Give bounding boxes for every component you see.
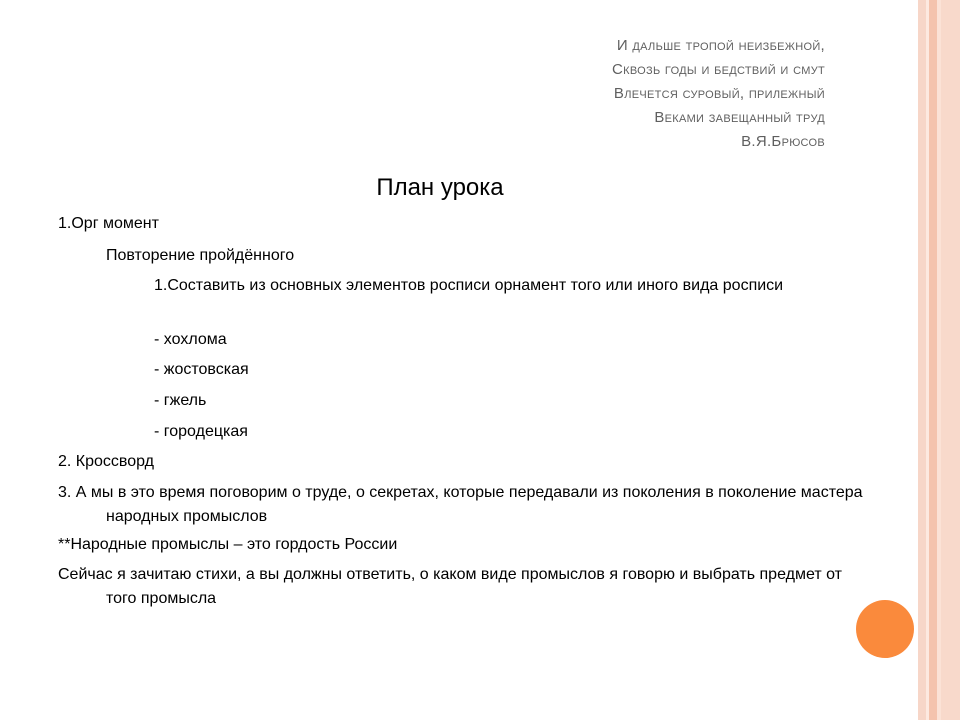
plan-style: - жостовская xyxy=(154,361,249,378)
plan-review: Повторение пройдённого xyxy=(106,247,295,264)
epigraph-line: Сквозь годы и бедствий и смут xyxy=(612,61,825,78)
decor-stripe xyxy=(941,0,960,720)
plan-pride: **Народные промыслы – это гордость России xyxy=(58,536,398,553)
plan-style: - гжель xyxy=(154,392,207,409)
page-title: План урока xyxy=(376,174,504,201)
epigraph xyxy=(612,34,825,154)
epigraph-line: И дальше тропой неизбежной, xyxy=(616,37,825,54)
plan-item-2: 2. Кроссворд xyxy=(58,453,154,470)
epigraph-line: Веками завещанный труд xyxy=(654,109,825,126)
plan-instruction: Сейчас я зачитаю стихи, а вы должны ответить, о каком виде промыслов я говорю и выбрать предмет от того промысла xyxy=(58,566,842,607)
plan-item-1: 1.Орг момент xyxy=(58,215,159,232)
plan-style: - хохлома xyxy=(154,331,227,348)
plan-style: - городецкая xyxy=(154,423,248,440)
decor-stripe xyxy=(929,0,937,720)
epigraph-line: Влечется суровый, прилежный xyxy=(613,85,825,102)
plan-task: 1.Составить из основных элементов росписи орнамент того или иного вида росписи xyxy=(154,277,784,294)
plan-item-3: 3. А мы в это время поговорим о труде, о секретах, которые передавали из поколения в поколение мастера народных промыслов xyxy=(58,484,863,525)
epigraph-author: В.Я.Брюсов xyxy=(741,133,825,150)
